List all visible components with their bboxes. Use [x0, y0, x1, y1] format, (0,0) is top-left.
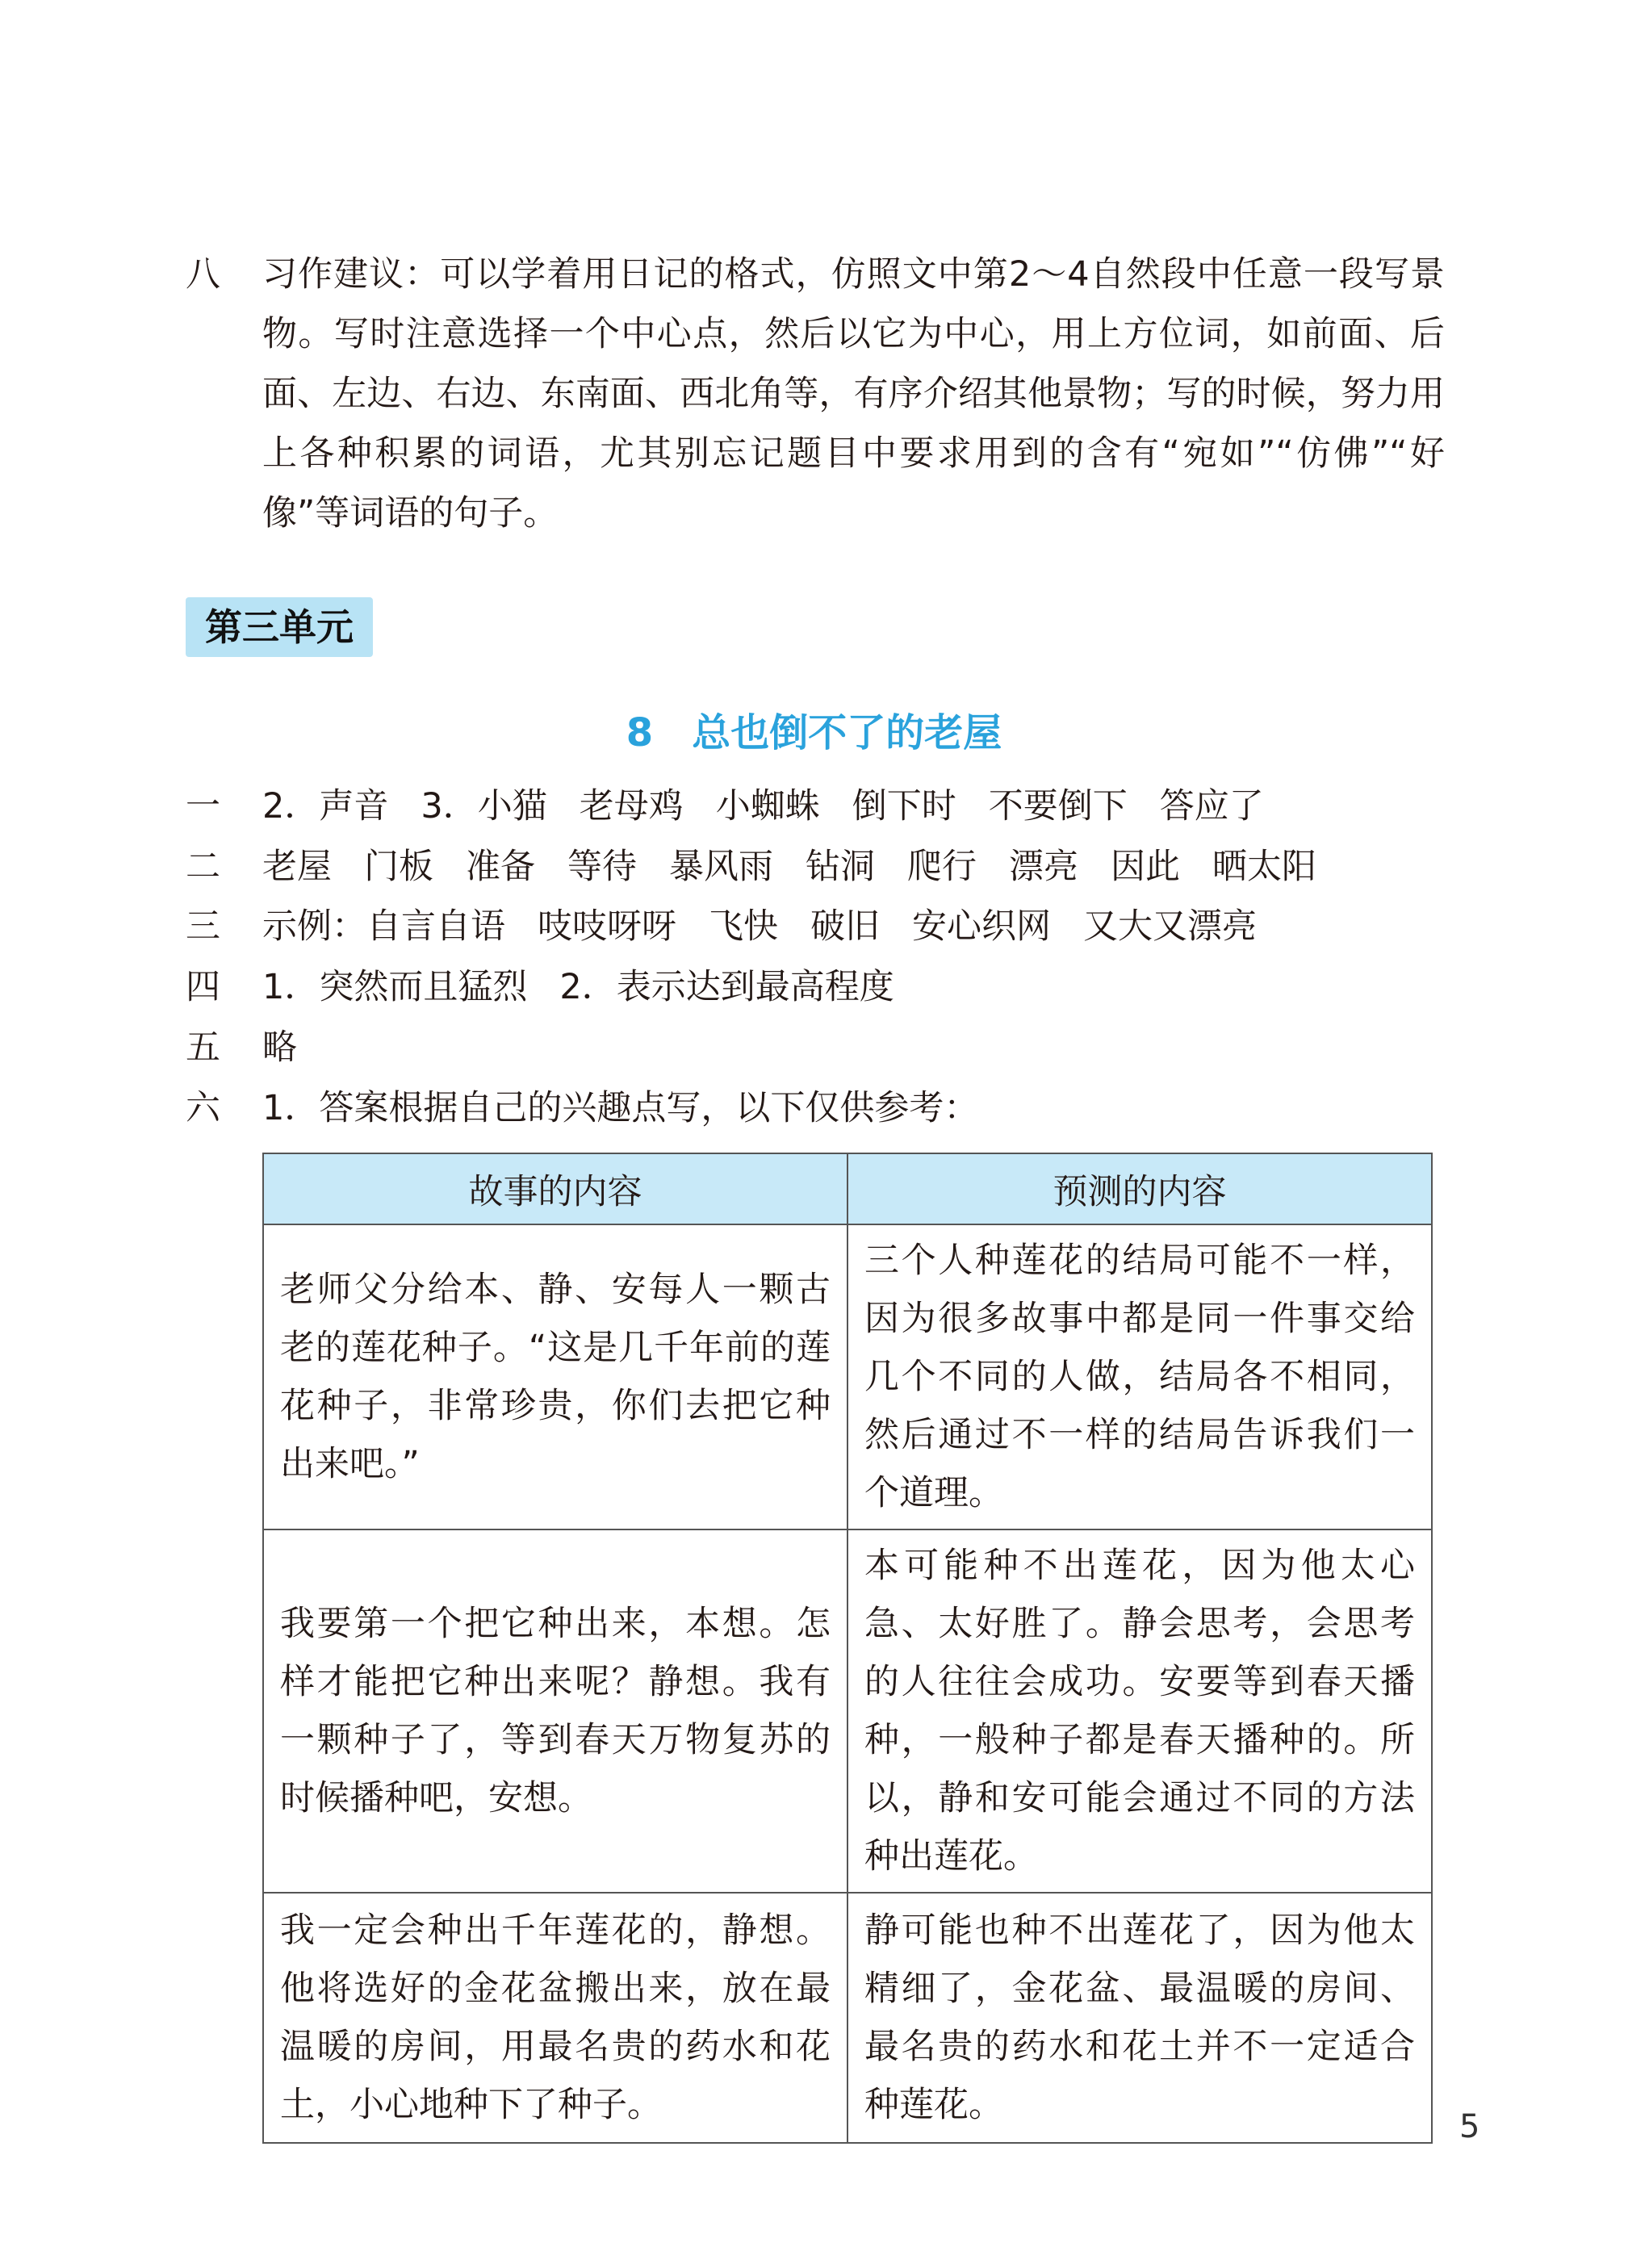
answer-part: 不要倒下: [988, 786, 1128, 826]
column-header-prediction: 预测的内容: [847, 1153, 1432, 1224]
answer-part: 吱吱呀呀: [538, 906, 676, 947]
answer-part: 1．突然而且猛烈: [262, 967, 528, 1007]
answer-marker: 二: [186, 847, 220, 887]
answer-part: 2．表示达到最高程度: [559, 967, 894, 1007]
unit-title-badge: 第三单元: [186, 597, 373, 657]
answer-part: 答应了: [1159, 786, 1264, 826]
answer-part: 爬行: [907, 847, 977, 887]
answer-part: 安心织网: [912, 906, 1051, 947]
lesson-name: 总也倒不了的老屋: [692, 710, 1002, 755]
answer-part: 示例：自言自语: [262, 906, 505, 947]
answer-part: 钻洞: [806, 847, 875, 887]
answer-content: [262, 897, 1445, 956]
answer-part: 又大又漂亮: [1083, 906, 1257, 947]
answer-part: 小蜘蛛: [715, 786, 820, 826]
writing-suggestion-text: 习作建议：可以学着用日记的格式，仿照文中第2～4自然段中任意一段写景物。写时注意选择一个中心点，然后以它为中心，用上方位词，如前面、后面、左边、右边、东南面、西北角等，有序介绍其他景物；写的时候，努力用上各种积累的词语，尤其别忘记题目中要求用到的含有“宛如”“仿佛”“好像”等词语的句子。: [262, 254, 1445, 534]
column-header-story: 故事的内容: [263, 1153, 847, 1224]
lesson-title: [0, 702, 1628, 764]
table-cell-prediction: 静可能也种不出莲花了，因为他太精细了，金花盆、最温暖的房间、最名贵的药水和花土并不一定适合种莲花。: [847, 1893, 1432, 2143]
answer-content: [262, 1078, 1445, 1138]
answer-part: 老屋: [262, 847, 332, 887]
answer-part: 因此: [1111, 847, 1180, 887]
prediction-table: [262, 1153, 1433, 2144]
table-cell-story: 我要第一个把它种出来，本想。怎样才能把它种出来呢？静想。我有一颗种子了，等到春天万物复苏的时候播种吧，安想。: [263, 1529, 847, 1893]
table-cell-prediction: 三个人种莲花的结局可能不一样，因为很多故事中都是同一件事交给几个不同的人做，结局各不相同，然后通过不一样的结局告诉我们一个道理。: [847, 1224, 1432, 1529]
answer-part: 准备: [466, 847, 535, 887]
answer-marker: 六: [186, 1088, 220, 1128]
table-row: [263, 1529, 1432, 1893]
lesson-number: 8: [626, 710, 654, 755]
page-number: 5: [1459, 2108, 1480, 2145]
answer-content: [262, 837, 1445, 897]
answer-part: 1．答案根据自己的兴趣点写，以下仅供参考：: [262, 1088, 979, 1128]
table-row: [263, 1224, 1432, 1529]
answer-part: 飞快: [709, 906, 778, 947]
answer-content: [262, 776, 1445, 836]
answer-part: 等待: [567, 847, 637, 887]
answer-part: 漂亮: [1009, 847, 1078, 887]
answer-part: 略: [262, 1027, 297, 1068]
section-marker: 八: [186, 254, 220, 295]
answer-part: 破旧: [810, 906, 880, 947]
table-cell-story: 老师父分给本、静、安每人一颗古老的莲花种子。“这是几千年前的莲花种子，非常珍贵，你们去把它种出来吧。”: [263, 1224, 847, 1529]
answer-content: [262, 1018, 1445, 1078]
answer-part: 倒下时: [852, 786, 956, 826]
answer-part: 2．声音: [262, 786, 389, 826]
answer-marker: 一: [186, 786, 220, 826]
answer-part: 门板: [364, 847, 433, 887]
answer-part: 暴风雨: [669, 847, 773, 887]
answer-marker: 三: [186, 906, 220, 947]
table-header-row: [263, 1153, 1432, 1224]
answer-content: [262, 957, 1445, 1017]
answer-part: 3．小猫: [421, 786, 547, 826]
answer-marker: 五: [186, 1027, 220, 1068]
answer-part: 晒太阳: [1212, 847, 1316, 887]
table-cell-story: 我一定会种出千年莲花的，静想。他将选好的金花盆搬出来，放在最温暖的房间，用最名贵的药水和花土，小心地种下了种子。: [263, 1893, 847, 2143]
table-cell-prediction: 本可能种不出莲花，因为他太心急、太好胜了。静会思考，会思考的人往往会成功。安要等到春天播种，一般种子都是春天播种的。所以，静和安可能会通过不同的方法种出莲花。: [847, 1529, 1432, 1893]
answer-part: 老母鸡: [579, 786, 684, 826]
table-row: [263, 1893, 1432, 2143]
answer-marker: 四: [186, 967, 220, 1007]
